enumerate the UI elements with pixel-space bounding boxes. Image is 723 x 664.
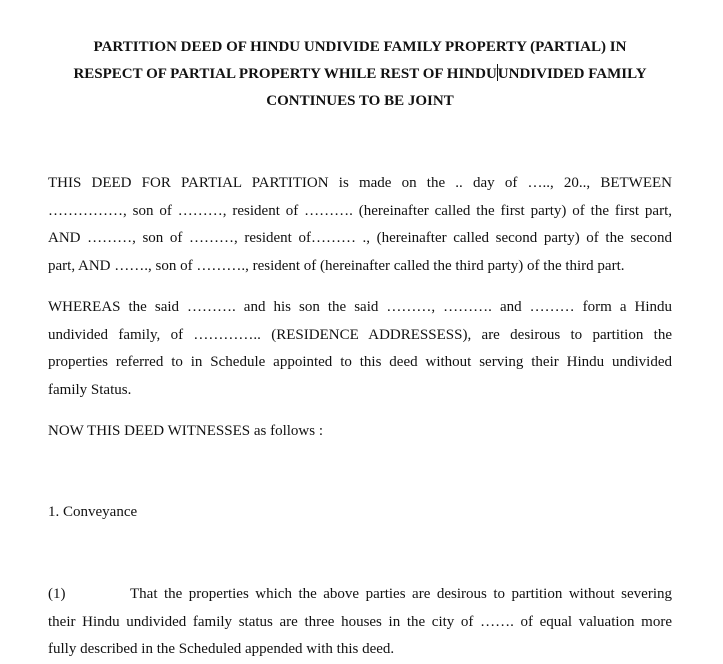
paragraph-line: ……………, son of ………, resident of ………. (hereinafter called the first party) of the first part, bbox=[48, 202, 672, 219]
clause-1-paragraph bbox=[48, 581, 672, 664]
whereas-paragraph bbox=[48, 294, 672, 404]
paragraph-line: AND ………, son of ………, resident of……… ., (hereinafter called second party) of the second bbox=[48, 230, 672, 246]
witnesses-statement bbox=[48, 418, 672, 446]
witnesses-text: NOW THIS DEED WITNESSES as follows : bbox=[48, 423, 323, 439]
clause-line-1-text: That the properties which the above parties are desirous to partition without severing bbox=[130, 586, 672, 602]
paragraph-line: THIS DEED FOR PARTIAL PARTITION is made on the .. day of ….., 20.., BETWEEN bbox=[48, 175, 672, 191]
title-line-2-part-a: RESPECT OF PARTIAL PROPERTY WHILE REST OF HINDU bbox=[73, 66, 497, 82]
paragraph-line: their Hindu undivided family status are three houses in the city of ……. of equal valuation more bbox=[48, 613, 672, 630]
paragraph-line: part, AND ……., son of ………., resident of (hereinafter called the third party) of the third part. bbox=[48, 257, 625, 274]
paragraph-line bbox=[48, 581, 672, 609]
paragraph-line: fully described in the Scheduled appended with this deed. bbox=[48, 641, 395, 657]
parties-paragraph bbox=[48, 170, 672, 280]
section-heading bbox=[48, 499, 672, 527]
document-title bbox=[40, 34, 680, 115]
paragraph-line: WHEREAS the said ………. and his son the said ………, ………. and ……… form a Hindu bbox=[48, 299, 672, 315]
title-line-2 bbox=[40, 61, 680, 88]
title-line-2-part-b: UNDIVIDED FAMILY bbox=[497, 66, 647, 82]
section-heading-text: 1. Conveyance bbox=[48, 504, 138, 520]
title-line-3: CONTINUES TO BE JOINT bbox=[266, 93, 454, 109]
clause-number: (1) bbox=[48, 586, 66, 602]
title-line-1: PARTITION DEED OF HINDU UNDIVIDE FAMILY PROPERTY (PARTIAL) IN bbox=[93, 39, 627, 55]
paragraph-line: undivided family, of ………….. (RESIDENCE ADDRESSESS), are desirous to partition the bbox=[48, 326, 672, 343]
paragraph-line: family Status. bbox=[48, 381, 132, 398]
paragraph-line: properties referred to in Schedule appointed to this deed without serving their Hindu undivided bbox=[48, 354, 672, 370]
